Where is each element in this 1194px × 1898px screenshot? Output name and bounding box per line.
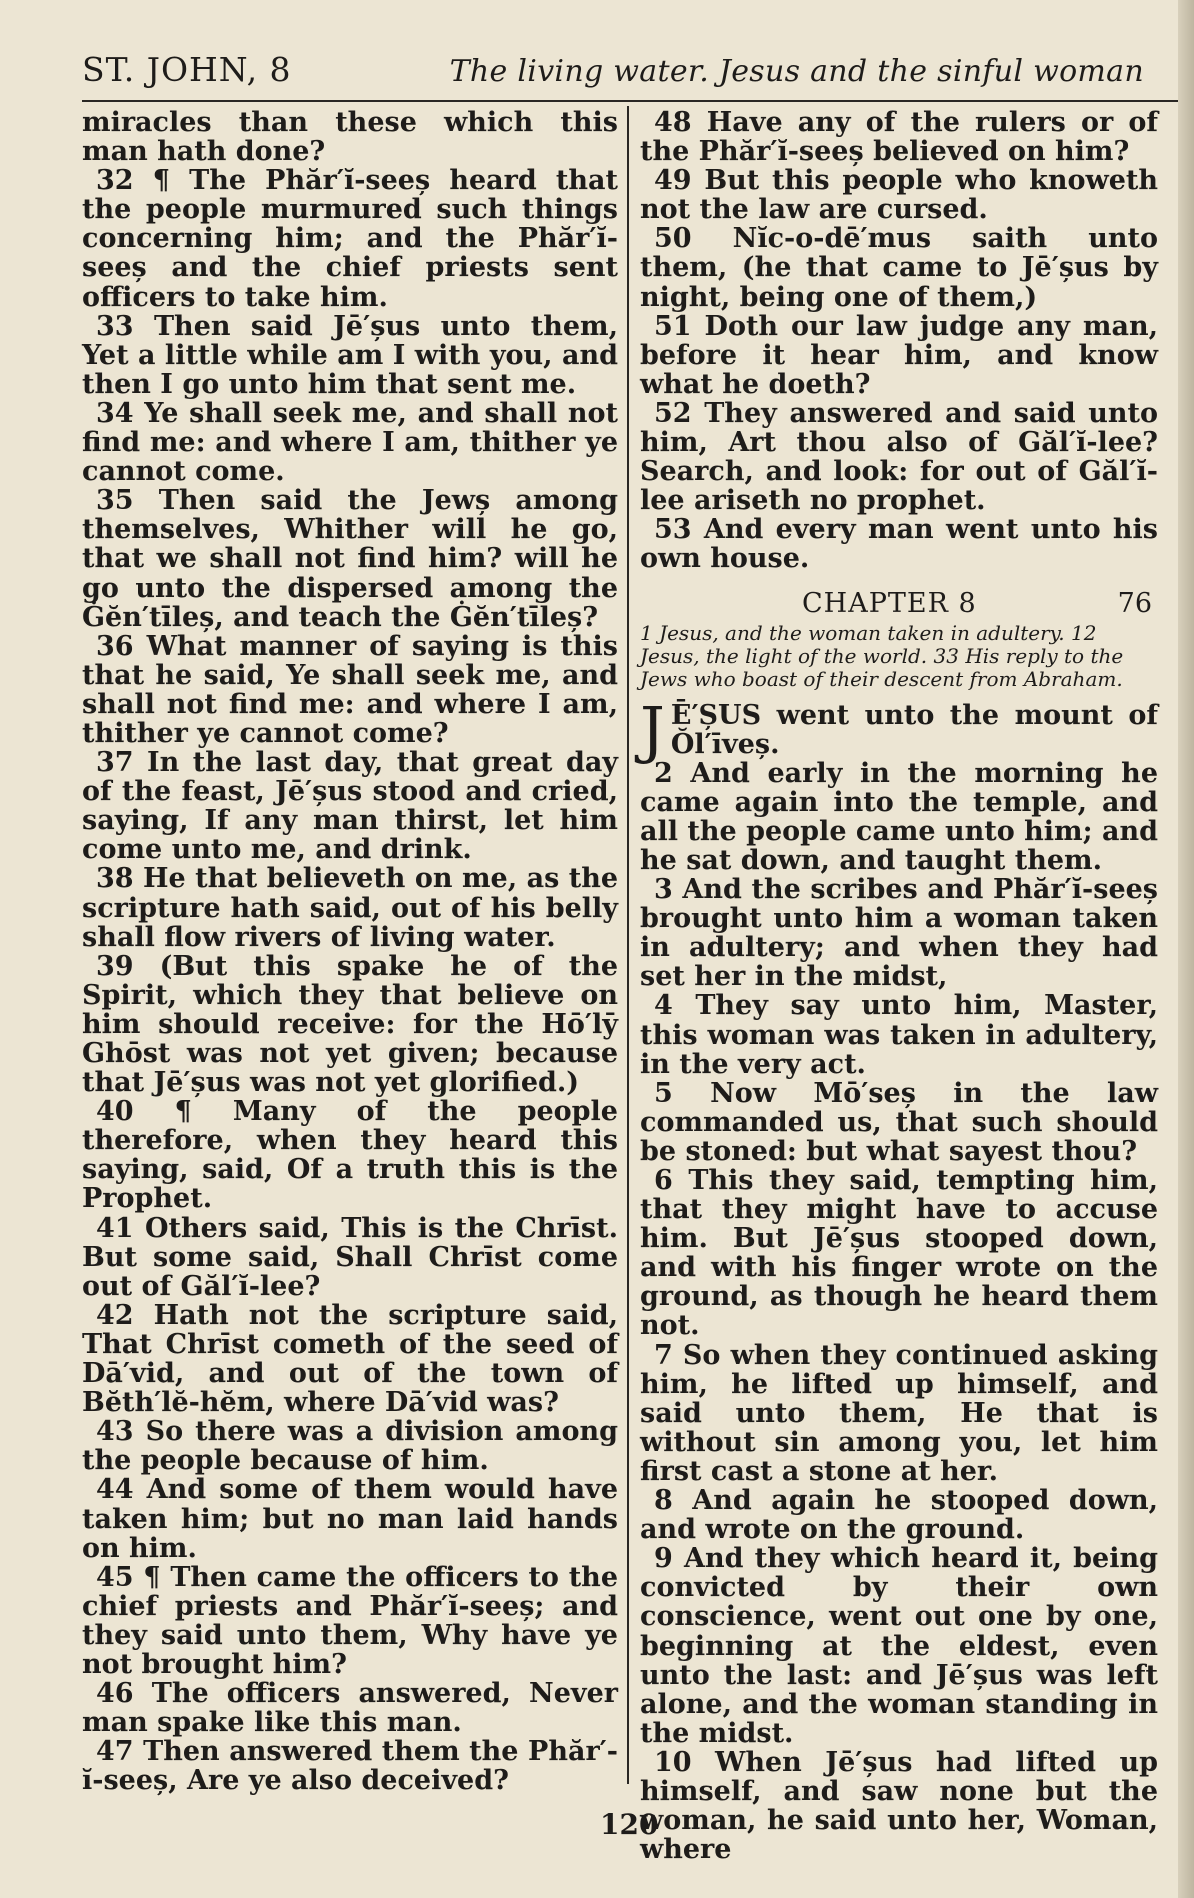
- chapter-heading: [640, 588, 1158, 620]
- verse: 50 Nĭc-o-dē′mus saith unto them, (he that came to Jē′șus by night, being one of them,): [640, 223, 1158, 313]
- verse: 2 And early in the morning he came again into the temple, and all the people came unto him; and he sat down, and taught them.: [640, 757, 1158, 876]
- verse: 51 Doth our law judge any man, before it hear him, and know what he doeth?: [640, 310, 1158, 400]
- verse: 41 Others said, This is the Chrīst. But some said, Shall Chrīst come out of Găl′ĭ-lee?: [82, 1212, 618, 1302]
- verse: 48 Have any of the rulers or of the Phăr′ĭ-seeș believed on him?: [640, 107, 1158, 168]
- verse: 5 Now Mō′seș in the law commanded us, that such should be stoned: but what sayest thou?: [640, 1077, 1158, 1167]
- verse: 42 Hath not the scripture said, That Chrīst cometh of the seed of Dā′vid, and out of the town of Bĕth′lĕ-hĕm, where Dā′vid was?: [82, 1299, 618, 1419]
- verse: 8 And again he stooped down, and wrote on the ground.: [640, 1485, 1158, 1546]
- drop-cap: J: [640, 692, 665, 766]
- verse: 45 ¶ Then came the officers to the chief priests and Phăr′ĭ-seeș; and they said unto them, Why have ye not brought him?: [82, 1561, 618, 1680]
- verse: 43 So there was a division among the people because of him.: [82, 1416, 618, 1477]
- verse: 46 The officers answered, Never man spake like this man.: [82, 1678, 618, 1739]
- right-column-verses-bottom: [640, 759, 1158, 1865]
- verse: 9 And they which heard it, being convicted by their own conscience, went out one by one, beginning at the eldest, even unto the last: and Jē′șus was left alone, and the woman standing in the midst.: [640, 1543, 1158, 1749]
- verse: 52 They answered and said unto him, Art thou also of Găl′ĭ-lee? Search, and look: for out of Găl′ĭ-lee ariseth no prophet.: [640, 397, 1158, 517]
- verse: 49 But this people who knoweth not the law are cursed.: [640, 165, 1158, 226]
- left-column: [82, 108, 618, 1795]
- running-header-topic: The living water. Jesus and the sinful woman: [449, 54, 1144, 89]
- first-verse-text: Ē′ȘUS went unto the mount of Ŏl′īveș.: [670, 699, 1158, 760]
- verse: 34 Ye shall seek me, and shall not find me: and where I am, thither ye cannot come.: [82, 397, 618, 488]
- verse: 6 This they said, tempting him, that they might have to accuse him. But Jē′șus stooped down, and with his finger wrote on the ground, as though he heard them not.: [640, 1165, 1158, 1342]
- verse: 35 Then said the Jewș among themselves, Whither will he go, that we shall not find him? will he go unto the dispersed among the Ġĕn′tīleș, and teach the Ġĕn′tīleș?: [82, 485, 618, 633]
- page-edge: [1178, 0, 1194, 1898]
- verse: 44 And some of them would have taken him; but no man laid hands on him.: [82, 1474, 618, 1564]
- verse: miracles than these which this man hath done?: [82, 107, 618, 168]
- verse: 33 Then said Jē′șus unto them, Yet a little while am I with you, and then I go unto him that sent me.: [82, 310, 618, 400]
- verse: 37 In the last day, that great day of the feast, Jē′șus stood and cried, saying, If any man thirst, let him come unto me, and drink.: [82, 747, 618, 866]
- verse: 53 And every man went unto his own house.: [640, 514, 1158, 575]
- column-divider: [627, 106, 629, 1784]
- chapter-first-verse: [640, 692, 1158, 766]
- verse: 40 ¶ Many of the people therefore, when they heard this saying, said, Of a truth this is the Prophet.: [82, 1096, 618, 1215]
- running-header-book: ST. JOHN, 8: [82, 50, 292, 89]
- chapter-summary-line: 1 Jesus, and the woman taken in adultery. 12 Jesus, the light of the world. 33 His reply to the Jews who boast of their descent from Abraham.: [640, 620, 1124, 691]
- verse: 32 ¶ The Phăr′ĭ-seeș heard that the people murmured such things concerning him; and the Phăr′ĭ-seeș and the chief priests sent officers to take him.: [82, 165, 618, 313]
- verse: 10 When Jē′șus had lifted up himself, and saw none but the woman, he said unto her, Woman, where: [640, 1746, 1158, 1866]
- verse: 39 (But this spake he of the Spirit, which they that believe on him should receive: for the Hō′lȳ Ghōst was not yet given; because that Jē′șus was not yet glorified.): [82, 950, 618, 1099]
- verse: 38 He that believeth on me, as the scripture hath said, out of his belly shall flow rivers of living water.: [82, 863, 618, 953]
- chapter-title: CHAPTER 8: [802, 587, 977, 619]
- right-column-verses-top: [640, 108, 1158, 574]
- header-rule: [82, 100, 1178, 102]
- chapter-reference-number: 76: [1117, 587, 1152, 619]
- chapter-summary: [640, 622, 1158, 691]
- page-number: 120: [600, 1808, 659, 1841]
- verse: 47 Then answered them the Phăr′-ĭ-seeș, Are ye also deceived?: [82, 1736, 618, 1797]
- verse: 36 What manner of saying is this that he said, Ye shall seek me, and shall not find me: and where I am, thither ye cannot come?: [82, 630, 618, 749]
- right-column: [640, 108, 1158, 1864]
- verse: 7 So when they continued asking him, he lifted up himself, and said unto them, He that is without sin among you, let him first cast a stone at her.: [640, 1339, 1158, 1487]
- verse: 3 And the scribes and Phăr′ĭ-seeș brought unto him a woman taken in adultery; and when they had set her in the midst,: [640, 874, 1158, 993]
- verse: 4 They say unto him, Master, this woman was taken in adultery, in the very act.: [640, 990, 1158, 1080]
